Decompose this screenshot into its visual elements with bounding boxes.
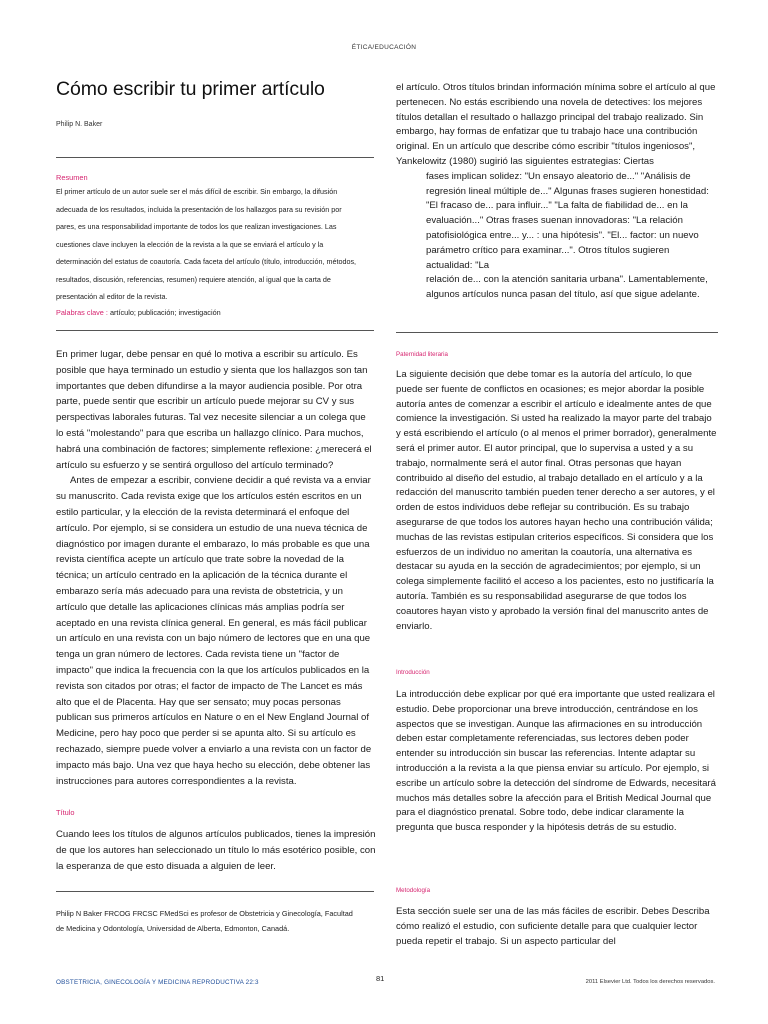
paragraph: Cuando lees los títulos de algunos artículos publicados, tienes la impresión de que los autores han seleccionado un título lo más esotérico posible, con la esperanza de que esto disuada a alguien de leer. [56,829,376,872]
right-rule [396,332,718,333]
page-number: 81 [376,974,385,983]
section-heading-titulo: Título [56,808,75,817]
abstract-text: El primer artículo de un autor suele ser el más difícil de escribir. Sin embargo, la difusión adecuada de los resultados, incluida la presentación de los hallazgos para su revisión por pares, es una responsabilidad importante de todos los que realizan investigaciones. Las cuestiones clave incluyen la elección de la revista a la que se enviará el artículo y la determinación del estatus de coautoría. Cada faceta del artículo (título, introducción, métodos, resultados, discusión, referencias, resumen) requiere atención, al igual que la carta de presentación al editor de la revista. [56,187,357,301]
quoted-strategies-end: relación de... con la atención sanitaria urbana". Lamentablemente, algunos artículos nunca pasan del título, así que sigue adelante. [426,274,708,301]
section-heading-intro: Introducción [396,669,430,676]
keywords-list: artículo; publicación; investigación [107,308,221,317]
right-column-top [396,81,718,303]
article-title: Cómo escribir tu primer artículo [56,78,325,100]
footer-journal: OBSTETRICIA, GINECOLOGÍA Y MEDICINA REPRODUCTIVA 22:3 [56,979,259,986]
paragraph: La introducción debe explicar por qué era importante que usted realizara el estudio. Debe proporcionar una breve introducción, centrándose en los aspectos que se investigan. Aunque las afirmaciones en su introducción deben estar completamente referenciadas, sus lectores deben poder entender su introducción sin buscar las referencias. Intente adaptar su introducción a la revista a la que piensa enviar su artículo. Por ejemplo, si escribe un artículo sobre la detección del síndrome de Edwards, necesitará muchos más detalles sobre la afección para el British Medical Journal que para el diagnóstico prenatal. Sobre todo, debe indicar claramente la pregunta que busca responder y la hipótesis detrás de su estudio. [396,689,716,834]
quoted-strategies: fases implican solidez: "Un ensayo aleatorio de..." "Análisis de regresión lineal múltiple de..." Algunas frases sugieren honestidad: "El fracaso de... para influir..." "La falta de fiabilidad de... en la evaluación..." Otras frases suenan innovadoras: "La relación patofisiológica entre... y... : una hipótesis". "El... factor: un nuevo parámetro crítico para examinar...". Otros títulos sugieren actualidad: "La [426,170,709,271]
section-heading-authorship: Paternidad literaria [396,351,448,358]
section-header: ÉTICA/EDUCACIÓN [351,44,417,51]
paragraph: el artículo. Otros títulos brindan información mínima sobre el artículo al que pertenecen. No estás escribiendo una novela de detectives: los mejores títulos detallan el resultado o hallazgo principal del trabajo realizado. Sin embargo, hay formas de enfatizar que tu trabajo hace una contribución original. En un artículo que describe cómo escribir "títulos ingeniosos", Yankelowitz (1980) sugirió las siguientes estrategias: Ciertas [396,82,716,167]
bio-rule [56,891,374,892]
article-author: Philip N. Baker [56,121,103,128]
keywords [56,308,221,317]
footer-copyright: 2011 Elsevier Ltd. Todos los derechos reservados. [585,979,715,985]
paragraph: La siguiente decisión que debe tomar es la autoría del artículo, lo que puede ser fuente de conflictos en ocasiones; es mejor abordar la posible autoría antes de comenzar a escribir el artículo e idealmente antes de que comience la investigación. Si usted ha realizado la mayor parte del trabajo y está escribiendo el artículo (o al menos el primer borrador), generalmente será el primer autor. El autor principal, que lo supervisa a usted y a su trabajo, normalmente será el autor final. Otras personas que hayan contribuido al diseño del estudio, al trabajo detallado en el artículo y a la redacción del manuscrito también pueden tener derecho a ser autores, y el orden de estos individuos debe reflejar su contribución. Es su trabajo asegurarse de que todos los autores hayan hecho una contribución válida; muchas de las revistas estipulan criterios específicos. Si considera que los esfuerzos de un individuo no ameritan la coautoría, una alternativa es destacar su ayuda en la sección de agradecimientos; por ejemplo, si un colega simplemente facilitó el acceso a los pacientes, esto no justificaría la autoría. También es su responsabilidad asegurarse de que todos los coautores hayan visto y aprobado la versión final del manuscrito antes de enviarlo. [396,369,717,632]
paragraph: En primer lugar, debe pensar en qué lo motiva a escribir su artículo. Es posible que haya terminado un estudio y sienta que los hallazgos son tan importantes que deben difundirse a la mayor audiencia posible. Por otra parte, puede sentir que escribir un artículo puede mejorar su CV y sus perspectivas laborales futuras. Tal vez necesite silenciar a un colega que lo está "molestando" para que escriba un hallazgo clínico. Para muchos, habrá una combinación de factores; simplemente reflexione: ¿merecerá el artículo su esfuerzo y se sentirá orgulloso del artículo terminado? [56,349,372,471]
author-bio: Philip N Baker FRCOG FRCSC FMedSci es profesor de Obstetricia y Ginecología, Facultad de Medicina y Odontología, Universidad de Alberta, Edmonton, Canadá. [56,909,353,933]
paragraph: Antes de empezar a escribir, conviene decidir a qué revista va a enviar su manuscrito. Cada revista exige que los artículos estén escritos en un estilo particular, y la elección de la revista determinará el enfoque del artículo. Por ejemplo, si se considera un estudio de una nueva técnica de diagnóstico por imagen durante el embarazo, lo más probable es que una revista científica acepte un artículo que trate sobre la novedad de la técnica; un artículo centrado en la aplicación de la técnica durante el embarazo sería más adecuado para una revista de obstetricia, y un artículo que detalle las aplicaciones clínicas más amplias podría ser aceptado en una revista clínica general. En general, es más fácil publicar un artículo en una revista con un bajo número de lectores que en una que tenga un gran número de lectores. Cada revista tiene un "factor de impacto" que indica la frecuencia con la que los artículos publicados en la revista son citados por otras; el factor de impacto de The Lancet es más alto que el de Placenta. Hay que ser sensato; muy pocas personas publican sus primeros artículos en Nature o en el New England Journal of Medicine, pero hay poco que perder si se apunta alto. Si su artículo es rechazado, siempre puede volver a enviarlo a una revista con un factor de impacto más bajo. Una vez que haya hecho su elección, debe obtener las instrucciones para autores correspondientes a la revista. [56,475,372,787]
abstract-heading: Resumen [56,173,88,182]
abstract-bottom-rule [56,330,374,331]
left-column [56,347,374,789]
abstract-top-rule [56,157,374,158]
section-heading-method: Metodología [396,887,431,894]
paragraph: Esta sección suele ser una de las más fáciles de escribir. Debes Describa cómo realizó el estudio, con suficiente detalle para que cualquier lector pueda repetir el trabajo. Si un aspecto particular del [396,906,710,947]
keywords-label: Palabras clave : [56,308,108,317]
